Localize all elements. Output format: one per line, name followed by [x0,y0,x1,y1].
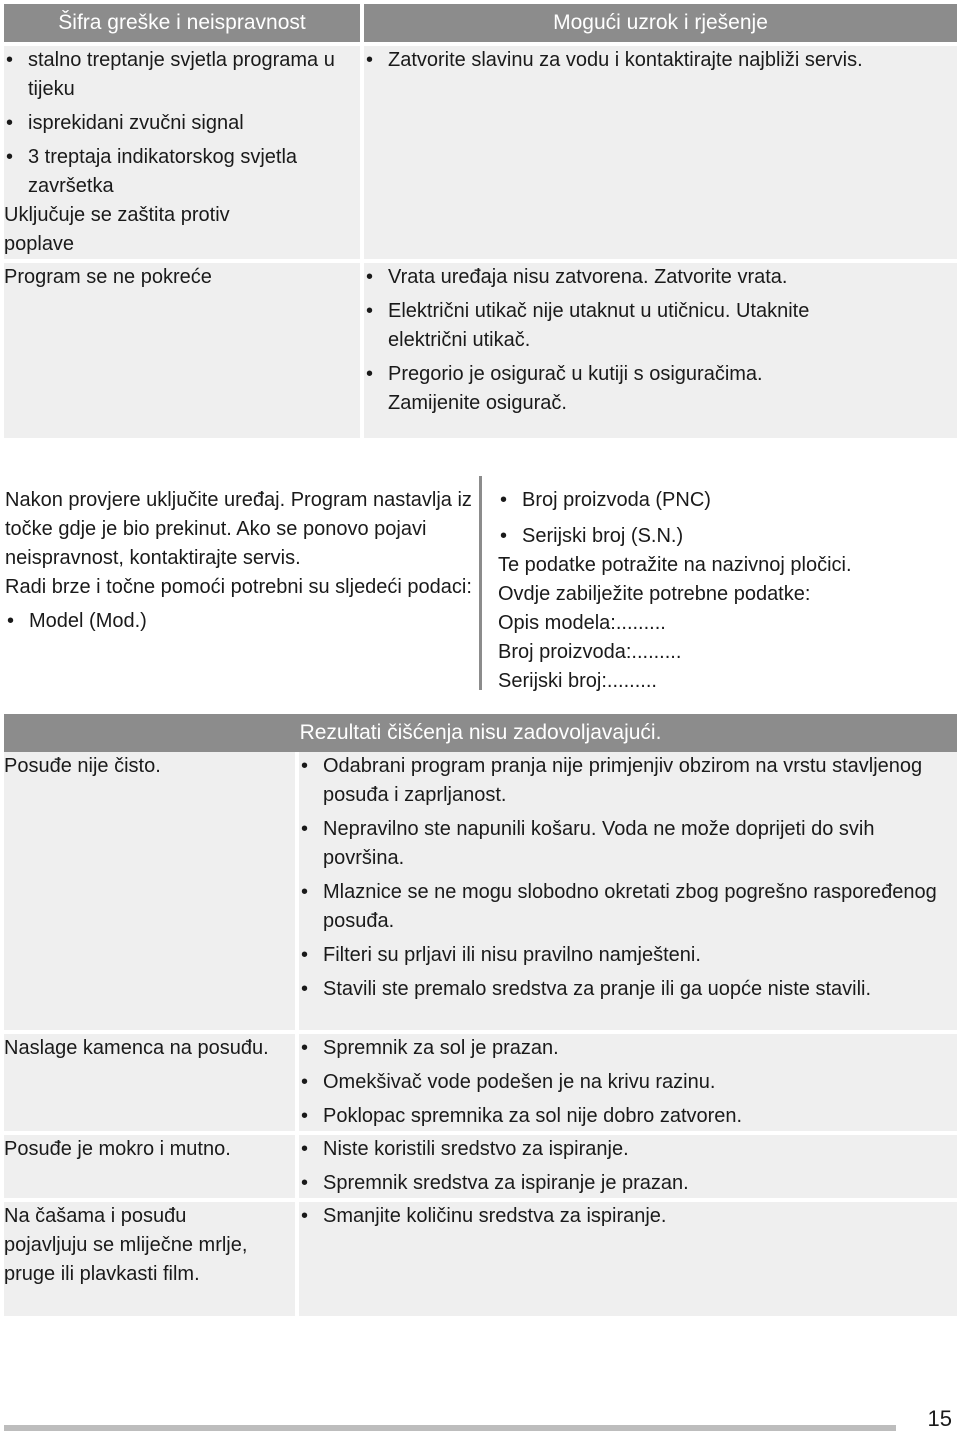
list-item: • Nepravilno ste napunili košaru. Voda ne može doprijeti do svih površina. [299,815,947,873]
list-item: • Spremnik za sol je prazan. [299,1034,957,1063]
solution-cell [364,259,957,438]
list-item: • Smanjite količinu sredstva za ispiranje. [299,1202,957,1231]
service-info-right [498,486,953,696]
problem-cell [4,1198,299,1316]
solution-list [299,1202,957,1231]
problem-text: Na čašama i posuđu pojavljuju se mliječne mrlje, pruge ili plavkasti film. [4,1205,248,1285]
list-item: • Stavili ste premalo sredstva za pranje ili ga uopće niste stavili. [299,975,947,1004]
solution-cell [299,1131,957,1198]
solution-cell [299,1198,957,1316]
solution-list [299,1034,957,1131]
header-cleaning-results: Rezultati čišćenja nisu zadovoljavajući. [4,714,957,752]
error-note: Uključuje se zaštita protiv poplave [4,204,230,255]
paragraph: Nakon provjere uključite uređaj. Program nastavlja iz točke gdje je bio prekinut. Ako se ponovo pojavi neispravnost, kontaktirajte servis. [5,489,472,569]
solution-list [299,1135,957,1198]
table-row [4,1131,957,1198]
info-line: Broj proizvoda:......... [498,641,682,663]
paragraph: Radi brze i točne pomoći potrebni su sljedeći podaci: [5,576,472,598]
info-line: Opis modela:......... [498,612,666,634]
list-item: • Spremnik sredstva za ispiranje je prazan. [299,1169,957,1198]
solution-cell [364,42,957,259]
list-item: • Vrata uređaja nisu zatvorena. Zatvorite vrata. [364,263,827,292]
list-item: • Pregorio je osigurač u kutiji s osiguračima. Zamijenite osigurač. [364,360,827,418]
problem-cell [4,752,299,1030]
list-item: • Zatvorite slavinu za vodu i kontaktirajte najbliži servis. [364,46,957,75]
error-cell [4,259,364,438]
service-info-left [5,486,475,643]
list-item: • Serijski broj (S.N.) [498,522,953,551]
solution-cell [299,1030,957,1131]
list-item: • stalno treptanje svjetla programa u tijeku [4,46,360,104]
list-item: • Niste koristili sredstvo za ispiranje. [299,1135,957,1164]
list-item: • isprekidani zvučni signal [4,109,360,138]
list-item: • Model (Mod.) [5,607,475,636]
list-item: • 3 treptaja indikatorskog svjetla završetka [4,143,360,201]
solution-list [299,752,957,1004]
problem-text: Naslage kamenca na posuđu. [4,1037,269,1059]
info-list [5,607,475,636]
list-item: • Broj proizvoda (PNC) [498,486,953,515]
problem-cell [4,1131,299,1198]
info-line: Serijski broj:......... [498,670,657,692]
table-row [4,259,957,438]
solution-list [364,263,957,418]
table-row [4,1198,957,1316]
list-item: • Poklopac spremnika za sol nije dobro zatvoren. [299,1102,957,1131]
info-list [498,486,953,551]
list-item: • Odabrani program pranja nije primjenjiv obzirom na vrstu stavljenog posuđa i zaprljanost. [299,752,947,810]
list-item: • Električni utikač nije utaknut u utičnicu. Utaknite električni utikač. [364,297,827,355]
header-error-code: Šifra greške i neispravnost [4,4,364,42]
problem-text: Program se ne pokreće [4,266,212,288]
table-row [4,752,957,1030]
list-item: • Filteri su prljavi ili nisu pravilno namješteni. [299,941,947,970]
error-list [4,46,360,201]
problem-text: Posuđe je mokro i mutno. [4,1138,231,1160]
footer-bar [4,1425,896,1431]
service-info-section [0,484,960,704]
error-cell [4,42,364,259]
list-item: • Omekšivač vode podešen je na krivu razinu. [299,1068,957,1097]
column-divider [479,476,482,690]
list-item: • Mlaznice se ne mogu slobodno okretati zbog pogrešno raspoređenog posuđa. [299,878,947,936]
problem-text: Posuđe nije čisto. [4,755,161,777]
error-codes-table [4,4,957,438]
info-line: Te podatke potražite na nazivnoj pločici. [498,554,852,576]
info-line: Ovdje zabilježite potrebne podatke: [498,583,811,605]
table-row [4,1030,957,1131]
table-row [4,42,957,259]
page-number: 15 [927,1406,952,1431]
header-cause-solution: Mogući uzrok i rješenje [364,4,957,42]
problem-cell [4,1030,299,1131]
cleaning-results-table [4,714,957,1316]
solution-list [364,46,957,75]
solution-cell [299,752,957,1030]
